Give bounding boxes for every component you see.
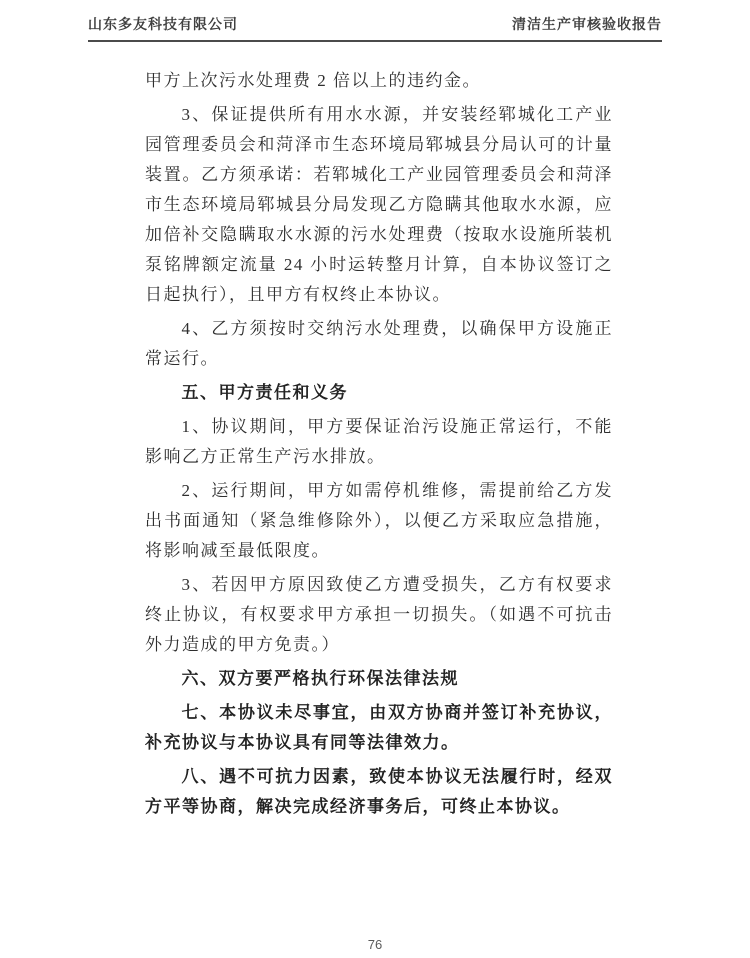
paragraph-clause-3: 3、保证提供所有用水水源，并安装经郓城化工产业园管理委员会和菏泽市生态环境局郓城县分局认可的计量装置。乙方须承诺：若郓城化工产业园管理委员会和菏泽市生态环境局郓城县分局发现乙方隐瞒其他取水水源，应加倍补交隐瞒取水水源的污水处理费（按取水设施所装机泵铭牌额定流量 24 小时运转整月计算，自本协议签订之日起执行），且甲方有权终止本协议。 — [145, 105, 613, 304]
section-heading-8: 八、遇不可抗力因素，致使本协议无法履行时，经双方平等协商，解决完成经济事务后，可终止本协议。 — [145, 767, 613, 816]
document-body — [145, 66, 613, 826]
section-heading-6: 六、双方要严格执行环保法律法规 — [181, 669, 460, 688]
paragraph-clause-5-3: 3、若因甲方原因致使乙方遭受损失，乙方有权要求终止协议，有权要求甲方承担一切损失。（如遇不可抗击外力造成的甲方免责。） — [145, 575, 613, 654]
header-company-name: 山东多友科技有限公司 — [88, 16, 238, 32]
paragraph-clause-5-1: 1、协议期间，甲方要保证治污设施正常运行，不能影响乙方正常生产污水排放。 — [145, 417, 613, 466]
paragraph-continuation: 甲方上次污水处理费 2 倍以上的违约金。 — [145, 71, 481, 90]
paragraph-clause-4: 4、乙方须按时交纳污水处理费，以确保甲方设施正常运行。 — [145, 319, 613, 368]
section-heading-7: 七、本协议未尽事宜，由双方协商并签订补充协议，补充协议与本协议具有同等法律效力。 — [145, 703, 613, 752]
page-header — [88, 14, 662, 42]
header-report-title: 清洁生产审核验收报告 — [512, 16, 662, 32]
section-heading-5: 五、甲方责任和义务 — [181, 383, 349, 402]
page-number: 76 — [367, 937, 383, 952]
paragraph-clause-5-2: 2、运行期间，甲方如需停机维修，需提前给乙方发出书面通知（紧急维修除外），以便乙方采取应急措施，将影响减至最低限度。 — [145, 481, 613, 560]
